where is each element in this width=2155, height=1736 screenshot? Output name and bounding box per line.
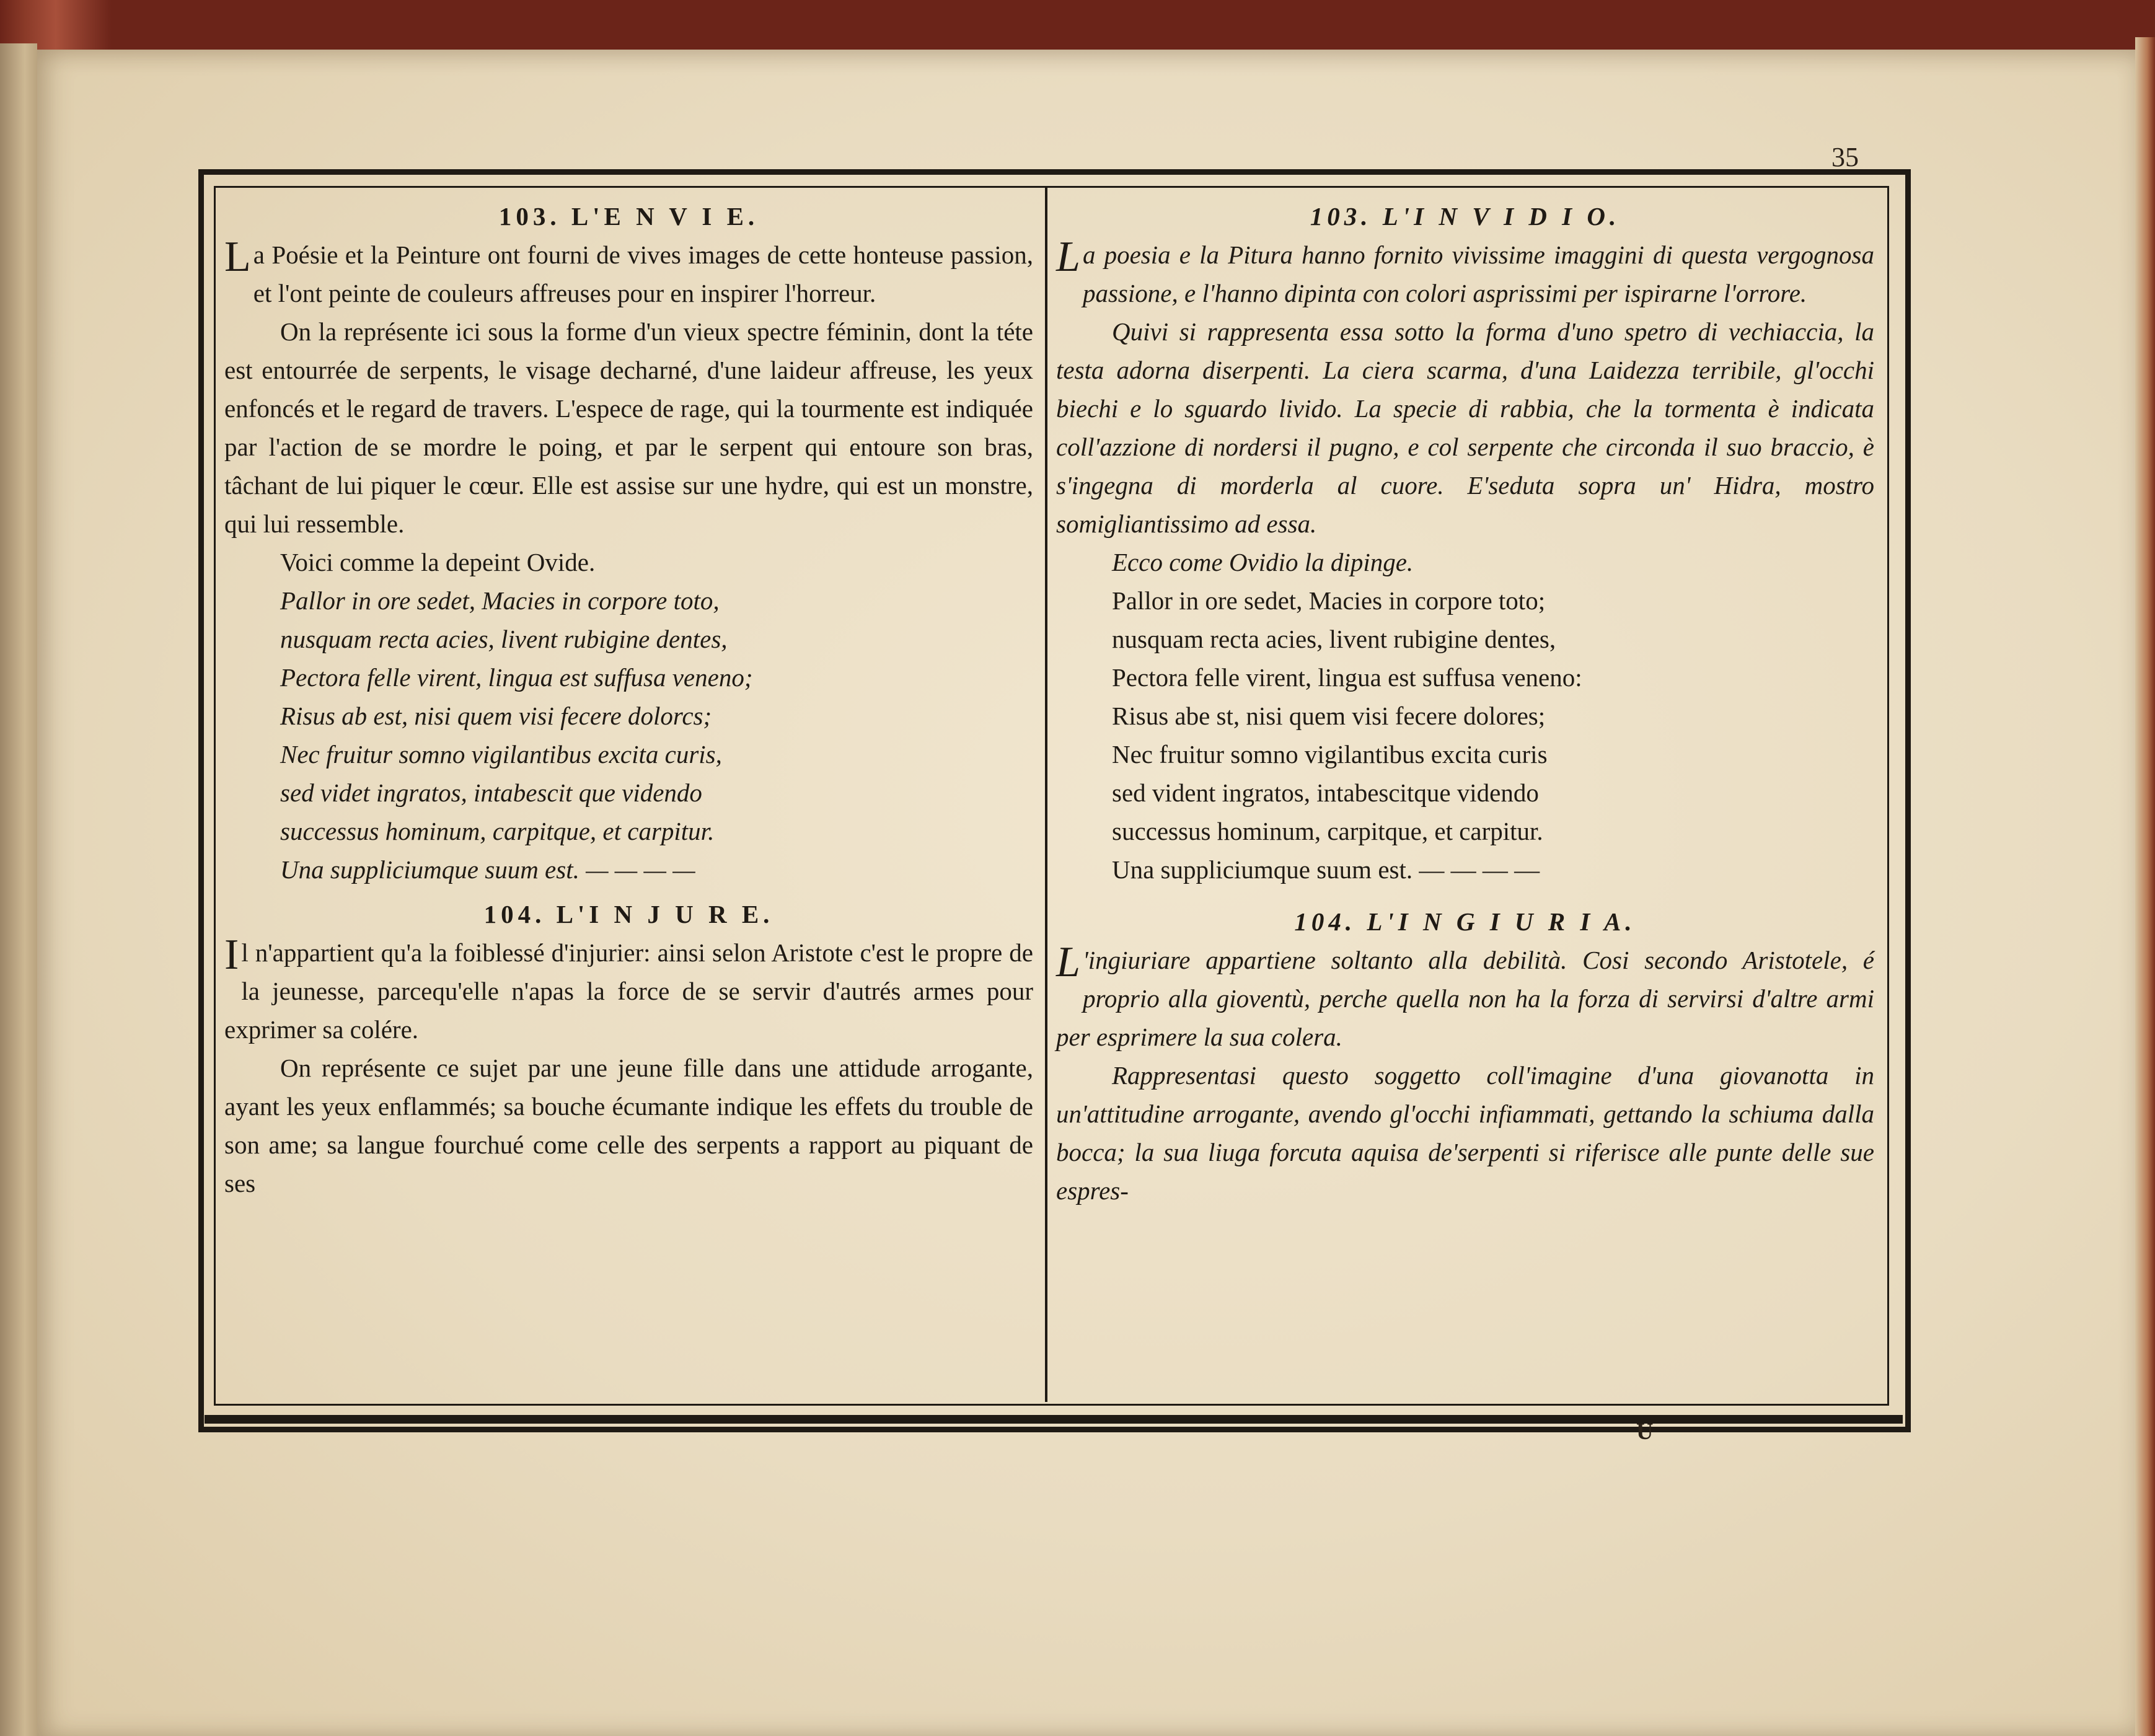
invidio-paragraph-2: Quivi si rappresenta essa sotto la forma d'uno spetro di vechiaccia, la testa adorna diserpenti. La ciera scarma, d'una Laidezza terribile, gl'occhi biechi e lo sguardo livido. La specie di rabbia, che la tormenta è indicata coll'azzione di nordersi il pugno, e col serpente che circonda il suo braccio, è s'ingegna di morderla al cuore. E'seduta sopra un' Hidra, mostro somigliantissimo ad essa.	[1056, 317, 1874, 538]
invidio-paragraph-1-text: a poesia e la Pitura hanno fornito vivissime imaggini di questa vergognosa passione, e l'hanno dipinta con colori asprissimi per ispirarne l'orrore.	[1082, 240, 1874, 307]
injure-paragraph-2: On représente ce sujet par une jeune fille dans une attidude arrogante, ayant les yeux enflammés; sa bouche écumante indique les effets du trouble de son ame; sa langue fourchué come celle des serpents a rapport au piquant de ses	[224, 1054, 1033, 1197]
french-column	[224, 197, 1033, 1393]
verse-line: Risus ab est, nisi quem visi fecere dolorcs;	[280, 702, 712, 730]
envie-paragraph-1-text: a Poésie et la Peinture ont fourni de vives images de cette honteuse passion, et l'ont peinte de couleurs affreuses pour en inspirer l'horreur.	[253, 240, 1033, 307]
verse-line: Nec fruitur somno vigilantibus excita curis,	[280, 740, 722, 769]
injure-heading: 104. L'I N J U R E.	[483, 900, 774, 928]
ovid-verse-latin-left	[224, 581, 1033, 889]
invidio-heading: 103. L'I N V I D I O.	[1310, 202, 1621, 231]
ingiuria-paragraph-1-text: 'ingiuriare appartiene soltanto alla debilità. Cosi secondo Aristotele, é proprio alla gioventù, perche quella non ha la forza di servirsi d'altre armi per esprimere la sua colera.	[1056, 946, 1874, 1051]
page-edge-right	[2135, 37, 2155, 1736]
verse-line: sed videt ingratos, intabescit que videndo	[280, 778, 702, 807]
envie-paragraph-1	[224, 233, 1033, 312]
ingiuria-paragraph-1	[1056, 938, 1874, 1056]
verse-line: nusquam recta acies, livent rubigine dentes,	[280, 625, 728, 653]
verse-line: Pectora felle virent, lingua est suffusa veneno;	[280, 663, 753, 692]
drop-cap: L	[1056, 233, 1080, 281]
verse-line: Una suppliciumque suum est. — — — —	[1112, 855, 1540, 884]
drop-cap: L	[1056, 938, 1080, 986]
drop-cap: L	[224, 233, 251, 281]
envie-paragraph-3: Voici comme la depeint Ovide.	[280, 548, 596, 576]
verse-line: nusquam recta acies, livent rubigine dentes,	[1112, 625, 1556, 653]
ovid-verse-latin-right	[1056, 581, 1874, 889]
drop-cap: I	[224, 931, 239, 979]
envie-heading: 103. L'E N V I E.	[498, 202, 759, 231]
invidio-paragraph-3: Ecco come Ovidio la dipinge.	[1112, 548, 1414, 576]
invidio-paragraph-1	[1056, 233, 1874, 312]
italian-column	[1056, 197, 1874, 1393]
envie-paragraph-2: On la représente ici sous la forme d'un vieux spectre féminin, dont la téte est entourrée de serpents, le visage decharné, d'une laideur affreuse, les yeux enfoncés et le regard de travers. L'espece de rage, qui la tourmente est indiquée par l'action de se mordre le poing, et par le serpent qui entoure son bras, tâchant de lui piquer le cœur. Elle est assise sur une hydre, qui est un monstre, qui lui ressemble.	[224, 317, 1033, 538]
column-divider	[1045, 188, 1047, 1402]
verse-line: Pallor in ore sedet, Macies in corpore toto;	[1112, 586, 1546, 615]
verse-line: Nec fruitur somno vigilantibus excita curis	[1112, 740, 1548, 769]
verse-line: Pectora felle virent, lingua est suffusa veneno:	[1112, 663, 1582, 692]
verse-line: Risus abe st, nisi quem visi fecere dolores;	[1112, 702, 1546, 730]
verse-line: Una suppliciumque suum est. — — — —	[280, 855, 695, 884]
injure-paragraph-1	[224, 933, 1033, 1049]
page-number: 35	[1831, 142, 1859, 172]
signature-mark: U	[1636, 1419, 1654, 1445]
verse-line: successus hominum, carpitque, et carpitur.	[1112, 817, 1543, 845]
ingiuria-paragraph-2: Rappresentasi questo soggetto coll'imagine d'una giovanotta in un'attitudine arrogante, avendo gl'occhi infiammati, gettando la schiuma dalla bocca; la sua liuga forcuta aquisa de'serpenti si riferisce alle punte delle sue espres-	[1056, 1061, 1874, 1205]
injure-paragraph-1-text: l n'appartient qu'a la foiblessé d'injurier: ainsi selon Aristote c'est le propre de la jeunesse, parcequ'elle n'apas la force de se servir d'autrés armes pour exprimer sa colére.	[224, 938, 1033, 1044]
verse-line: sed vident ingratos, intabescitque videndo	[1112, 778, 1539, 807]
ingiuria-heading: 104. L'I N G I U R I A.	[1294, 907, 1636, 936]
previous-page-edge	[0, 43, 37, 1736]
verse-line: Pallor in ore sedet, Macies in corpore toto,	[280, 586, 720, 615]
verse-line: successus hominum, carpitque, et carpitur.	[280, 817, 715, 845]
